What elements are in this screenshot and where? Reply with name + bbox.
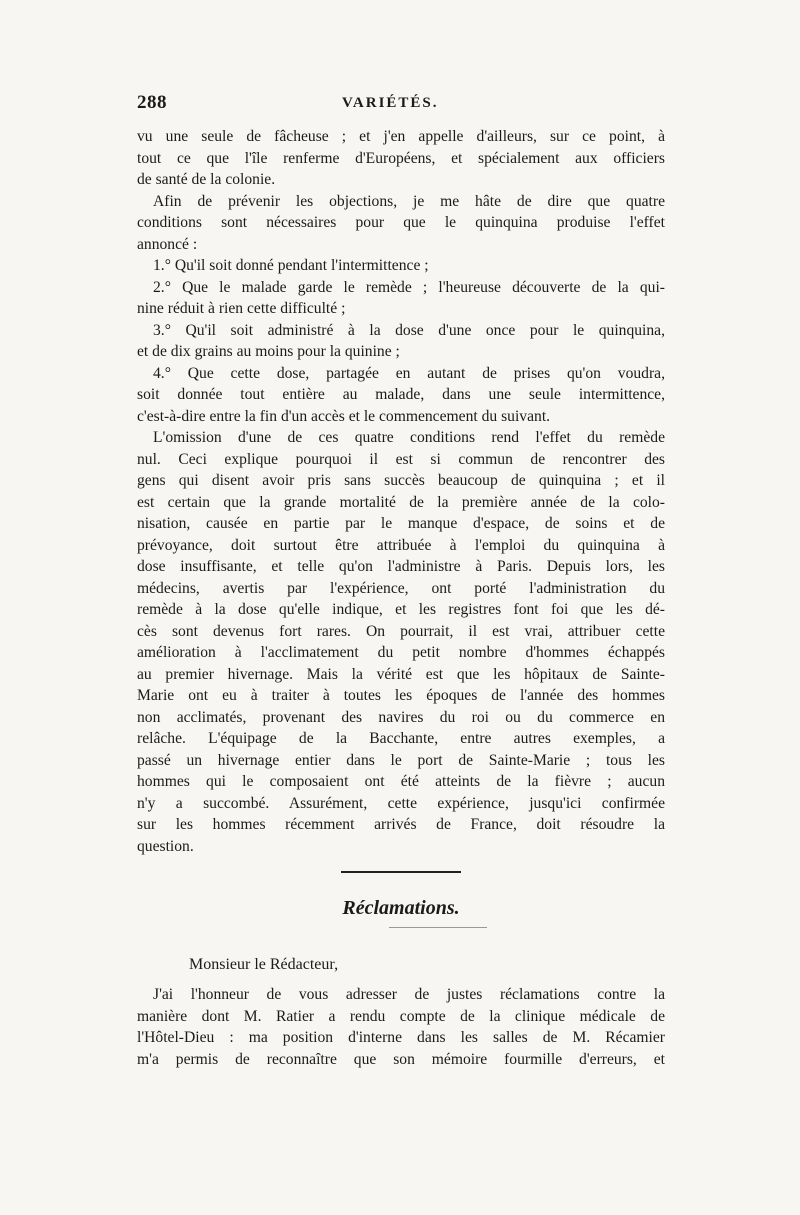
text-line: Marie ont eu à traiter à toutes les époques de l'année des hommes [137,687,665,704]
text-line: gens qui disent avoir pris sans succès beaucoup de quinquina ; et il [137,472,665,489]
text-line: amélioration à l'acclimatement du petit nombre d'hommes échappés [137,644,665,661]
text-line: 4.° Que cette dose, partagée en autant de prises qu'on voudra, [153,364,665,382]
text-line: vu une seule de fâcheuse ; et j'en appelle d'ailleurs, sur ce point, à [137,128,665,145]
page-number: 288 [137,92,167,113]
text-line: de santé de la colonie. [137,171,276,188]
text-line: 2.° Que le malade garde le remède ; l'heureuse découverte de la qui- [153,278,665,296]
article-body [137,126,665,857]
text-line: L'omission d'une de ces quatre conditions rend l'effet du remède [153,429,665,446]
page [137,92,665,1070]
text-line: dose insuffisante, et telle qu'on l'administre à Paris. Depuis lors, les [137,558,665,575]
title-underline [389,927,487,928]
text-line: et de dix grains au moins pour la quinine ; [137,343,400,360]
text-line: nul. Ceci explique pourquoi il est si commun de rencontrer des [137,450,665,468]
text-line: J'ai l'honneur de vous adresser de justes réclamations contre la [153,986,665,1003]
text-line: n'y a succombé. Assurément, cette expérience, jusqu'ici confirmée [137,794,665,812]
text-line: remède à la dose qu'elle indique, et les registres font foi que les dé- [137,601,665,618]
text-line: c'est-à-dire entre la fin d'un accès et le commencement du suivant. [137,407,551,425]
text-line: manière dont M. Ratier a rendu compte de la clinique médicale de [137,1007,665,1025]
text-line: non acclimatés, provenant des navires du roi ou du commerce en [137,708,665,726]
section-divider [341,871,461,873]
text-line: nine réduit à rien cette difficulté ; [137,300,346,317]
text-line: annoncé : [137,235,198,253]
text-line: conditions sont nécessaires pour que le quinquina produise l'effet [137,214,665,231]
text-line: médecins, avertis par l'expérience, ont porté l'administration du [137,579,665,597]
text-line: soit donnée tout entière au malade, dans une seule intermittence, [137,386,665,403]
text-line: nisation, causée en partie par le manque d'espace, de soins et de [137,515,665,532]
text-line: l'Hôtel-Dieu : ma position d'interne dans les salles de M. Récamier [137,1029,665,1046]
letter-body [137,984,665,1070]
text-line: hommes qui le composaient ont été atteints de la fièvre ; aucun [137,773,665,790]
text-line: tout ce que l'île renferme d'Européens, et spécialement aux officiers [137,149,665,167]
text-line: prévoyance, doit surtout être attribuée à l'emploi du quinquina à [137,536,665,554]
text-line: Afin de prévenir les objections, je me hâte de dire que quatre [153,192,665,210]
text-line: question. [137,837,194,855]
text-line: relâche. L'équipage de la Bacchante, entre autres exemples, a [137,730,665,747]
text-line: au premier hivernage. Mais la vérité est que les hôpitaux de Sainte- [137,665,665,683]
text-line: passé un hivernage entier dans le port de Sainte-Marie ; tous les [137,751,665,769]
section-title: Réclamations. [342,897,460,919]
salutation: Monsieur le Rédacteur, [189,956,339,973]
text-line: m'a permis de reconnaître que son mémoire fourmille d'erreurs, et [137,1050,665,1068]
running-header [137,92,665,122]
text-line: cès sont devenus fort rares. On pourrait, il est vrai, attribuer cette [137,622,665,640]
text-line: sur les hommes récemment arrivés de France, doit résoudre la [137,816,665,833]
text-line: est certain que la grande mortalité de la première année de la colo- [137,493,665,511]
text-line: 1.° Qu'il soit donné pendant l'intermittence ; [153,257,429,274]
running-title: VARIÉTÉS. [342,95,439,111]
text-line: 3.° Qu'il soit administré à la dose d'une once pour le quinquina, [153,321,665,339]
